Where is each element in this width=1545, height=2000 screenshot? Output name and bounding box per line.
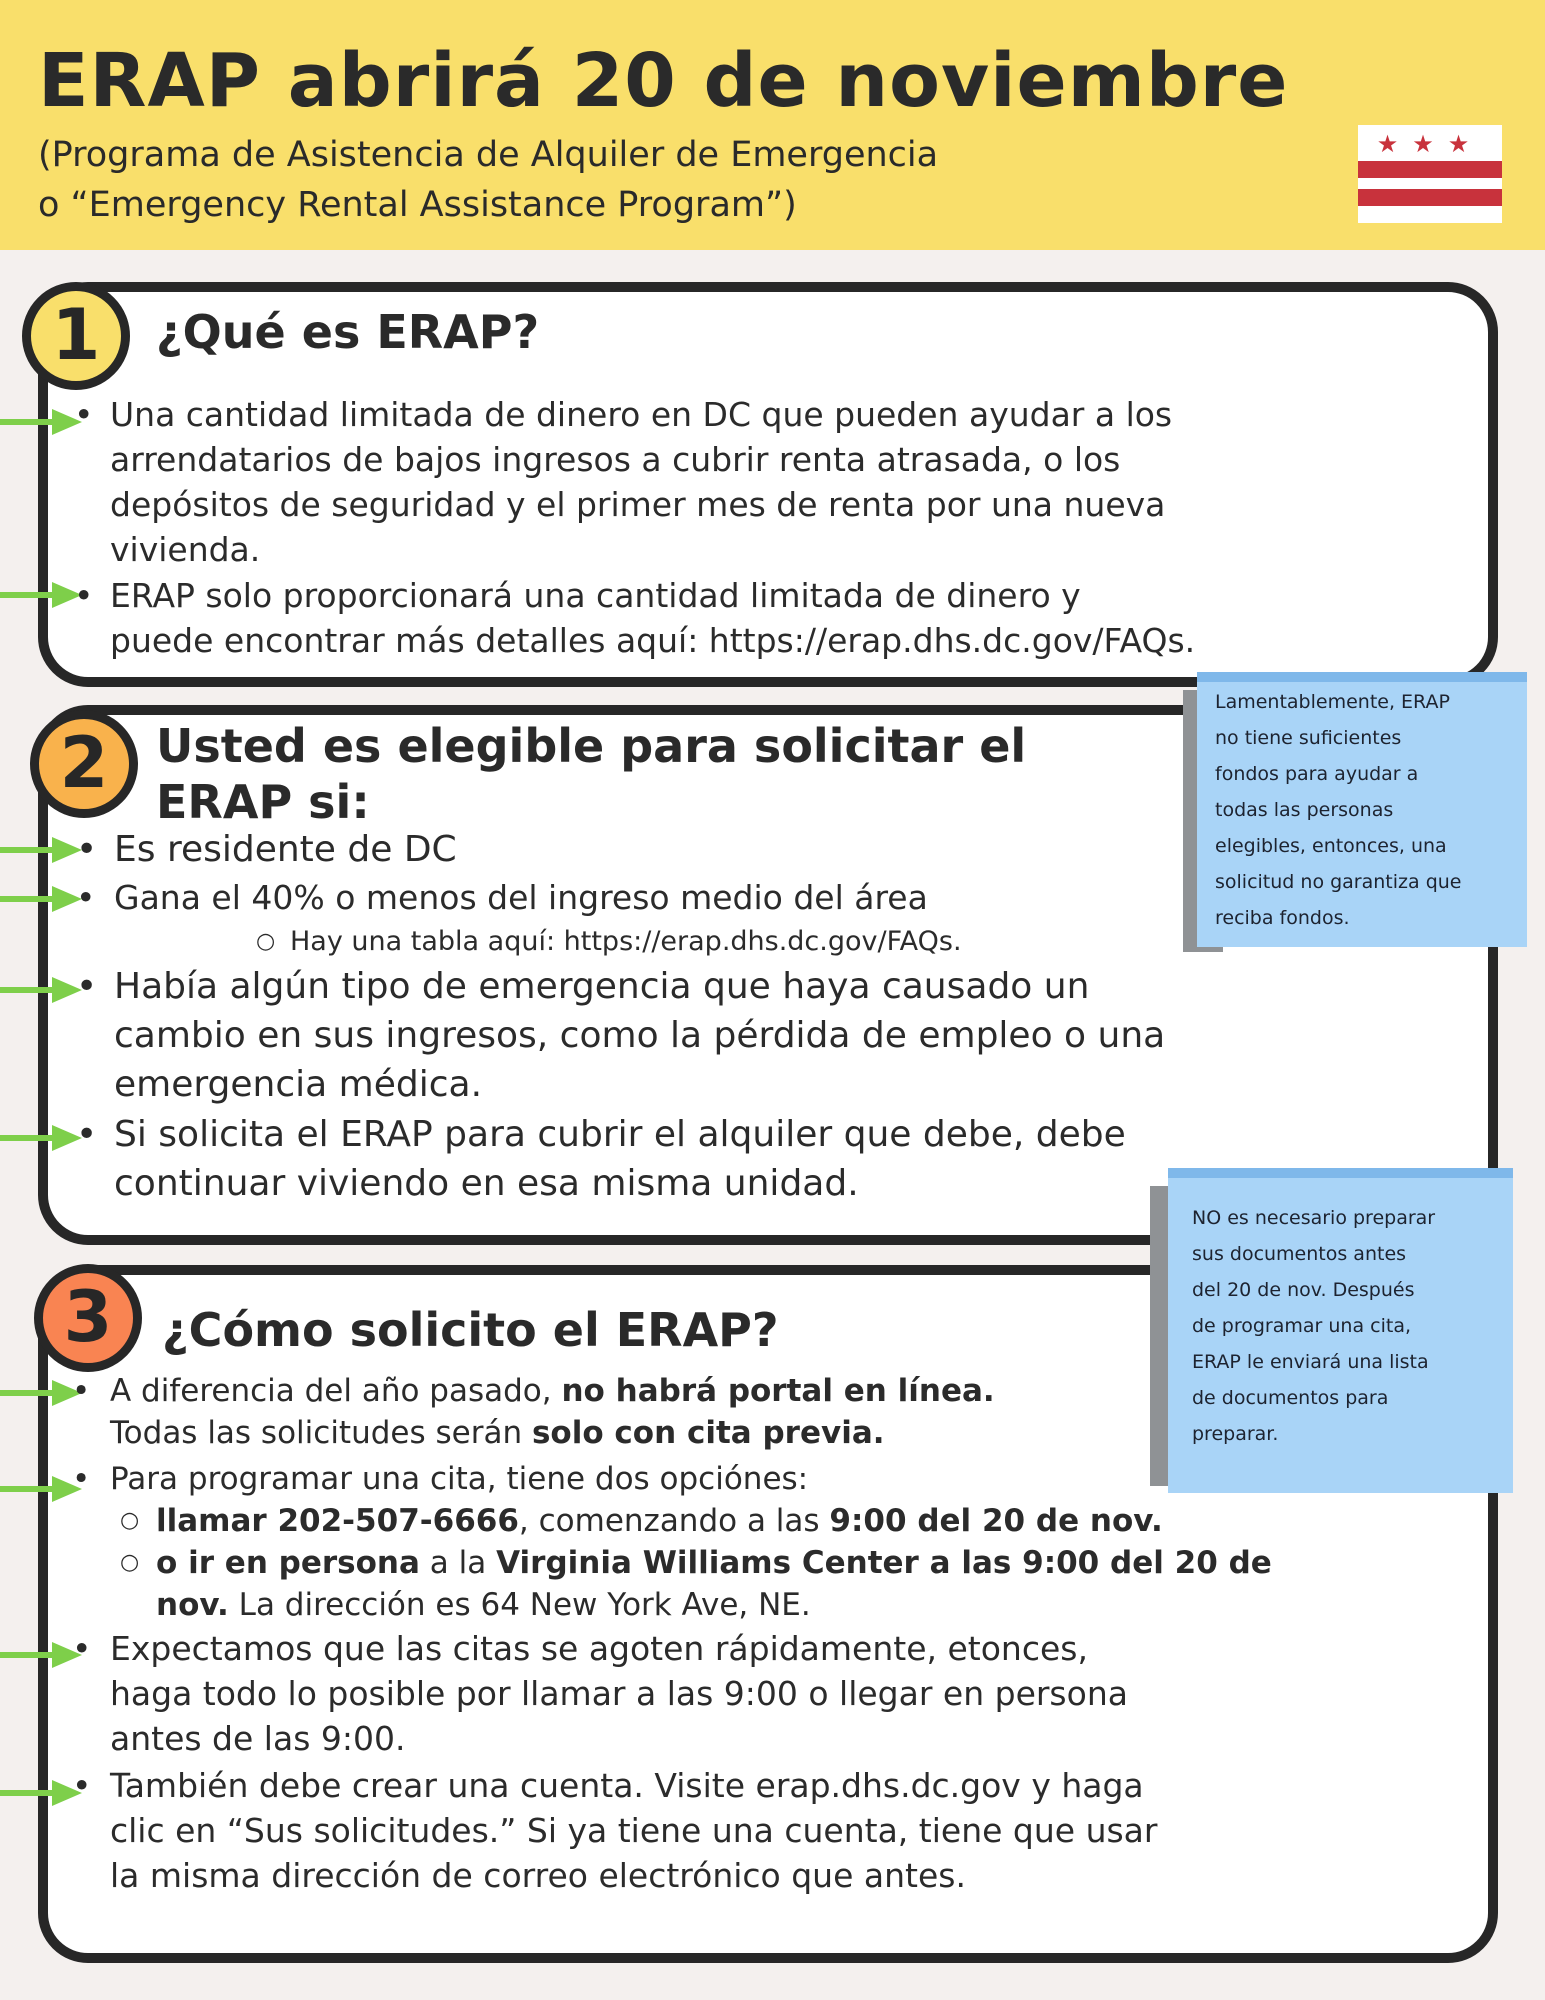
subtitle-line: o “Emergency Rental Assistance Program”): [38, 185, 797, 225]
item-line: haga todo lo posible por llamar a las 9:00 o llegar en persona: [110, 1674, 1128, 1713]
note-line: todas las personas: [1215, 799, 1394, 821]
arrow-right-icon: [0, 1123, 84, 1153]
item-line: También debe crear una cuenta. Visite erap.dhs.dc.gov y haga: [110, 1766, 1144, 1805]
list-item: • Es residente de DC: [76, 827, 457, 873]
list-item: • Para programar una cita, tiene dos opciónes:: [72, 1458, 808, 1500]
item-line: Es residente de DC: [114, 829, 457, 870]
item-line: clic en “Sus solicitudes.” Si ya tiene una cuenta, tiene que usar: [110, 1811, 1158, 1850]
item-line: Si solicita el ERAP para cubrir el alquiler que debe, debe: [114, 1114, 1126, 1155]
list-item: • A diferencia del año pasado, no habrá portal en línea. Todas las solicitudes serán solo con cita previa.: [72, 1373, 995, 1451]
item-line: emergencia médica.: [114, 1064, 483, 1105]
arrow-right-icon: [0, 407, 84, 437]
item-line: Gana el 40% o menos del ingreso medio del área: [114, 878, 928, 917]
note-line: solicitud no garantiza que: [1215, 871, 1462, 893]
note-line: preparar.: [1192, 1423, 1279, 1445]
item-line: Había algún tipo de emergencia que haya causado un: [114, 966, 1090, 1007]
list-item: • También debe crear una cuenta. Visite erap.dhs.dc.gov y haga clic en “Sus solicitudes.” Si ya tiene una cuenta, tiene que usar la misma dirección de correo electrónico que antes.: [72, 1763, 1157, 1898]
note-line: NO es necesario preparar: [1192, 1207, 1436, 1229]
note-line: reciba fondos.: [1215, 907, 1350, 929]
item-line: arrendatarios de bajos ingresos a cubrir renta atrasada, o los: [110, 440, 1121, 479]
item-line: antes de las 9:00.: [110, 1719, 406, 1758]
arrow-right-icon: [0, 580, 84, 610]
sub-list-item: ○ o ir en persona a la Virginia Williams Center a las 9:00 del 20 de nov. La dirección es 64 New York Ave, NE.: [120, 1545, 1272, 1623]
page-subtitle: [38, 130, 938, 230]
item-line: vivienda.: [110, 530, 261, 569]
item-line: la misma dirección de correo electrónico que antes.: [110, 1856, 966, 1895]
dc-flag-icon: ★★★: [1358, 125, 1502, 223]
item-line: Hay una tabla aquí: https://erap.dhs.dc.gov/FAQs.: [290, 926, 962, 957]
header-banner: [0, 0, 1545, 250]
item-line: Una cantidad limitada de dinero en DC que pueden ayudar a los: [110, 395, 1173, 434]
item-line: Para programar una cita, tiene dos opciónes:: [110, 1461, 809, 1497]
list-item: • Gana el 40% o menos del ingreso medio del área: [76, 876, 928, 920]
sub-list-item: ○ Hay una tabla aquí: https://erap.dhs.dc.gov/FAQs.: [256, 924, 962, 960]
note-line: de documentos para: [1192, 1387, 1389, 1409]
section-title: ¿Cómo solicito el ERAP?: [162, 1303, 779, 1357]
item-text: a la: [419, 1545, 497, 1581]
sticky-note-documents: [1150, 1168, 1525, 1498]
section-title: [156, 718, 1026, 830]
arrow-right-icon: [0, 975, 84, 1005]
note-line: ERAP le enviará una lista: [1192, 1351, 1429, 1373]
item-text-bold: o ir en persona: [156, 1545, 420, 1581]
item-text-bold: no habrá portal en línea.: [561, 1373, 995, 1409]
title-line: Usted es elegible para solicitar el: [156, 719, 1027, 773]
note-line: del 20 de nov. Después: [1192, 1279, 1415, 1301]
item-text-bold: 9:00 del 20 de nov.: [829, 1503, 1163, 1539]
item-line: depósitos de seguridad y el primer mes de renta por una nueva: [110, 485, 1166, 524]
note-line: sus documentos antes: [1192, 1243, 1407, 1265]
note-line: Lamentablemente, ERAP: [1215, 691, 1450, 713]
note-line: elegibles, entonces, una: [1215, 835, 1447, 857]
note-line: no tiene suficientes: [1215, 727, 1402, 749]
item-line: continuar viviendo en esa misma unidad.: [114, 1163, 859, 1204]
sub-list-item: ○ llamar 202-507-6666, comenzando a las 9:00 del 20 de nov.: [120, 1503, 1163, 1539]
list-item: • ERAP solo proporcionará una cantidad limitada de dinero y puede encontrar más detalles aquí: https://erap.dhs.dc.gov/FAQs.: [74, 573, 1195, 663]
item-line: puede encontrar más detalles aquí: https://erap.dhs.dc.gov/FAQs.: [110, 621, 1196, 660]
phone-number: llamar 202-507-6666: [156, 1503, 519, 1539]
item-text-bold: solo con cita previa.: [531, 1415, 885, 1451]
title-line: ERAP si:: [156, 775, 370, 829]
list-item: • Si solicita el ERAP para cubrir el alquiler que debe, debe continuar viviendo en esa misma unidad.: [76, 1110, 1126, 1208]
item-text: La dirección es 64 New York Ave, NE.: [228, 1587, 811, 1623]
section-number: 1: [22, 282, 130, 390]
item-text: A diferencia del año pasado,: [110, 1373, 562, 1409]
item-line: Expectamos que las citas se agoten rápidamente, etonces,: [110, 1629, 1088, 1668]
page-title: ERAP abrirá 20 de noviembre: [38, 38, 1289, 124]
section-number: 2: [30, 710, 138, 818]
subtitle-line: (Programa de Asistencia de Alquiler de Emergencia: [38, 135, 939, 175]
list-item: • Expectamos que las citas se agoten rápidamente, etonces, haga todo lo posible por llamar a las 9:00 o llegar en persona antes de las 9:00.: [72, 1626, 1128, 1761]
item-text: , comenzando a las: [518, 1503, 830, 1539]
sticky-note-funding: [1183, 672, 1535, 955]
section-title: ¿Qué es ERAP?: [156, 305, 540, 359]
note-line: de programar una cita,: [1192, 1315, 1412, 1337]
item-text: Todas las solicitudes serán: [110, 1415, 532, 1451]
note-line: fondos para ayudar a: [1215, 763, 1419, 785]
item-line: ERAP solo proporcionará una cantidad limitada de dinero y: [110, 576, 1081, 615]
list-item: • Una cantidad limitada de dinero en DC que pueden ayudar a los arrendatarios de bajos ingresos a cubrir renta atrasada, o los depósitos de seguridad y el primer mes de renta por una nueva vivienda.: [74, 392, 1172, 572]
section-number: 3: [34, 1264, 142, 1372]
list-item: • Había algún tipo de emergencia que haya causado un cambio en sus ingresos, como la pérdida de empleo o una emergencia médica.: [76, 962, 1165, 1109]
arrow-right-icon: [0, 884, 84, 914]
item-text-bold: Virginia Williams Center a las 9:00 del 20 de: [496, 1545, 1272, 1581]
item-line: cambio en sus ingresos, como la pérdida de empleo o una: [114, 1015, 1166, 1056]
arrow-right-icon: [0, 835, 84, 865]
item-text-bold: nov.: [156, 1587, 229, 1623]
